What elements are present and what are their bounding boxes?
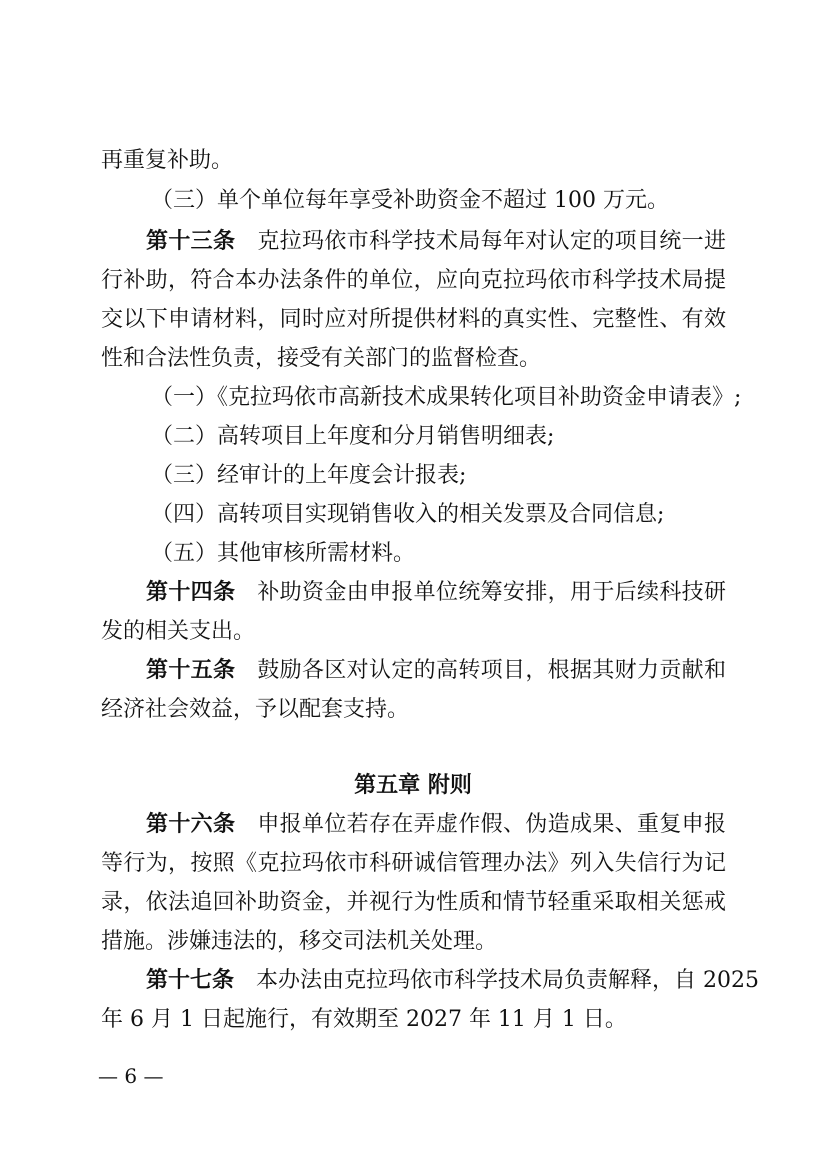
article-14-text: 补助资金由申报单位统筹安排，用于后续科技研 (257, 580, 726, 605)
article-13-item-3: （三）经审计的上年度会计报表; (151, 463, 467, 488)
article-16-line-2: 等行为，按照《克拉玛依市科研诚信管理办法》列入失信行为记 (101, 851, 726, 876)
article-13-line-3: 交以下申请材料，同时应对所提供材料的真实性、完整性、有效 (101, 307, 726, 332)
article-16-line-3: 录，依法追回补助资金，并视行为性质和情节轻重采取相关惩戒 (101, 890, 726, 915)
article-14-line-1 (146, 578, 726, 608)
article-13-line-2: 行补助，符合本办法条件的单位，应向克拉玛依市科学技术局提 (101, 268, 726, 293)
sub-item-3: （三）单个单位每年享受补助资金不超过 100 万元。 (151, 188, 669, 213)
article-13-number: 第十三条 (146, 229, 236, 254)
article-13-item-4: （四）高转项目实现销售收入的相关发票及合同信息; (151, 502, 665, 527)
article-14-number: 第十四条 (146, 580, 236, 605)
article-17-line-2: 年 6 月 1 日起施行，有效期至 2027 年 11 月 1 日。 (101, 1007, 627, 1032)
article-17-line-1 (146, 966, 759, 996)
chapter-5-heading: 第五章 附则 (354, 773, 472, 798)
article-15-text: 鼓励各区对认定的高转项目，根据其财力贡献和 (257, 658, 726, 683)
article-13-item-5: （五）其他审核所需材料。 (151, 541, 416, 566)
article-13-line-1 (146, 227, 726, 257)
article-15-number: 第十五条 (146, 658, 236, 683)
article-16-line-4: 措施。涉嫌违法的，移交司法机关处理。 (101, 929, 498, 954)
continuation-line: 再重复补助。 (101, 148, 234, 173)
article-14-line-2: 发的相关支出。 (101, 619, 256, 644)
article-13-item-2: （二）高转项目上年度和分月销售明细表; (151, 424, 555, 449)
article-17-number: 第十七条 (146, 968, 235, 993)
page-number: — 6 — (98, 1064, 164, 1088)
article-13-item-1: （一）《克拉玛依市高新技术成果转化项目补助资金申请表》; (151, 385, 742, 410)
article-16-number: 第十六条 (146, 812, 236, 837)
article-15-line-2: 经济社会效益，予以配套支持。 (101, 697, 410, 722)
article-13-text: 克拉玛依市科学技术局每年对认定的项目统一进 (257, 229, 726, 254)
article-16-line-1 (146, 810, 726, 840)
article-16-text: 申报单位若存在弄虚作假、伪造成果、重复申报 (257, 812, 726, 837)
article-13-line-4: 性和合法性负责，接受有关部门的监督检查。 (101, 346, 542, 371)
article-17-text: 本办法由克拉玛依市科学技术局负责解释，自 2025 (256, 968, 759, 993)
article-15-line-1 (146, 656, 726, 686)
